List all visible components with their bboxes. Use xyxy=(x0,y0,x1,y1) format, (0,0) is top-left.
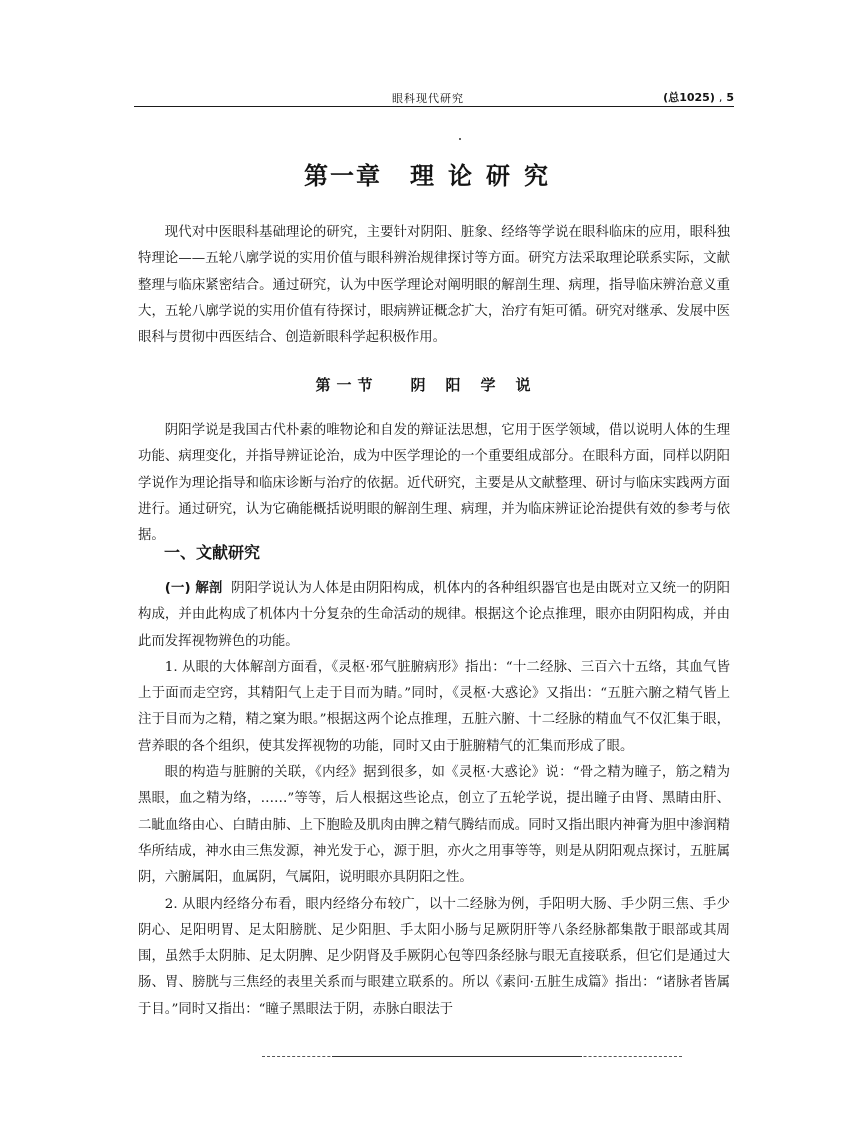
page-info: (总1025) , 5 xyxy=(663,91,734,104)
main-body xyxy=(138,576,730,1023)
running-header xyxy=(134,84,734,107)
anatomy-text: 阴阳学说认为人体是由阴阳构成，机体内的各种组织器官也是由既对立又统一的阴阳构成，并由此构成了机体内十分复杂的生命活动的规律。根据这个论点推理，眼亦由阴阳构成，并由此而发挥视物辨色的功能。 xyxy=(138,581,731,649)
chapter-name: 理论研究 xyxy=(410,161,562,190)
section-intro xyxy=(138,418,730,549)
intro-paragraph: 现代对中医眼科基础理论的研究，主要针对阴阳、脏象、经络等学说在眼科临床的应用，眼科独特理论——五轮八廓学说的实用价值与眼科辨治规律探讨等方面。研究方法采取理论联系实际，文献整理与临床紧密结合。通过研究，认为中医学理论对阐明眼的解剖生理、病理，指导临床辨治意义重大，五轮八廓学说的实用价值有待探讨，眼病辨证概念扩大，治疗有矩可循。研究对继承、发展中医眼科与贯彻中西医结合、创造新眼科学起积极作用。 xyxy=(138,225,730,346)
chapter-intro xyxy=(138,220,730,351)
journal-name: 眼科现代研究 xyxy=(392,92,464,105)
structure-paragraph: 眼的构造与脏腑的关联，《内经》据到很多，如《灵枢·大惑论》说：“骨之精为瞳子，筋之精为黑眼，血之精为络，……”等等，后人根据这些论点，创立了五轮学说，提出瞳子由肾、黑睛由肝、二眦血络由心、白睛由肺、上下胞睑及肌肉由脾之精气腾结而成。同时又指出眼内神膏为胆中渗润精华所结成，神水由三焦发源，神光发于心，源于胆，亦火之用事等等，则是从阴阳观点探讨，五脏属阴，六腑属阳，血属阴，气属阳，说明眼亦具阴阳之性。 xyxy=(138,765,730,886)
section-number: 第一节 xyxy=(315,376,379,394)
point-2-paragraph: 2. 从眼内经络分布看，眼内经络分布较广，以十二经脉为例，手阳明大肠、手少阴三焦、手少阴心、足阳明胃、足太阳膀胱、足少阳胆、手太阳小肠与足厥阴肝等八条经脉都集散于眼部或其周围，虽然手太阴肺、足太阴脾、足少阴肾及手厥阴心包等四条经脉与眼无直接联系，但它们是通过大肠、胃、膀胱与三焦经的表里关系而与眼建立联系的。所以《素问·五脏生成篇》指出：“诸脉者皆属于目。”同时又指出：“瞳子黑眼法于阴，赤脉白眼法于 xyxy=(138,896,730,1017)
chapter-number: 第一章 xyxy=(304,161,382,190)
section-intro-paragraph: 阴阳学说是我国古代朴素的唯物论和自发的辩证法思想，它用于医学领域，借以说明人体的生理功能、病理变化，并指导辨证论治，成为中医学理论的一个重要组成部分。在眼科方面，同样以阴阳学说作为理论指导和临床诊断与治疗的依据。近代研究，主要是从文献整理、研讨与临床实践两方面进行。通过研究，认为它确能概括说明眼的解剖生理、病理，并为临床辨证论治提供有效的参考与依据。 xyxy=(138,423,730,544)
subsection-heading: 一、文献研究 xyxy=(164,543,261,562)
section-title xyxy=(0,374,866,395)
page-number: 5 xyxy=(726,91,734,104)
point-1-paragraph: 1. 从眼的大体解剖方面看，《灵枢·邪气脏腑病形》指出：“十二经脉、三百六十五络，其血气皆上于面而走空窍，其精阳气上走于目而为睛。”同时，《灵枢·大惑论》又指出：“五脏六腑之精气皆上注于目而为之精，精之窠为眼。”根据这两个论点推理，五脏六腑、十二经脉的精血气不仅汇集于眼，营养眼的各个组织，使其发挥视物的功能，同时又由于脏腑精气的汇集而形成了眼。 xyxy=(138,659,730,754)
print-dot xyxy=(459,138,461,140)
footer-rule xyxy=(332,1056,582,1057)
chapter-title xyxy=(0,156,866,191)
section-name: 阴阳学说 xyxy=(410,376,551,394)
anatomy-paragraph xyxy=(138,576,730,655)
total-page-label: (总1025) xyxy=(663,91,715,104)
anatomy-label: (一) 解剖 xyxy=(164,581,223,596)
